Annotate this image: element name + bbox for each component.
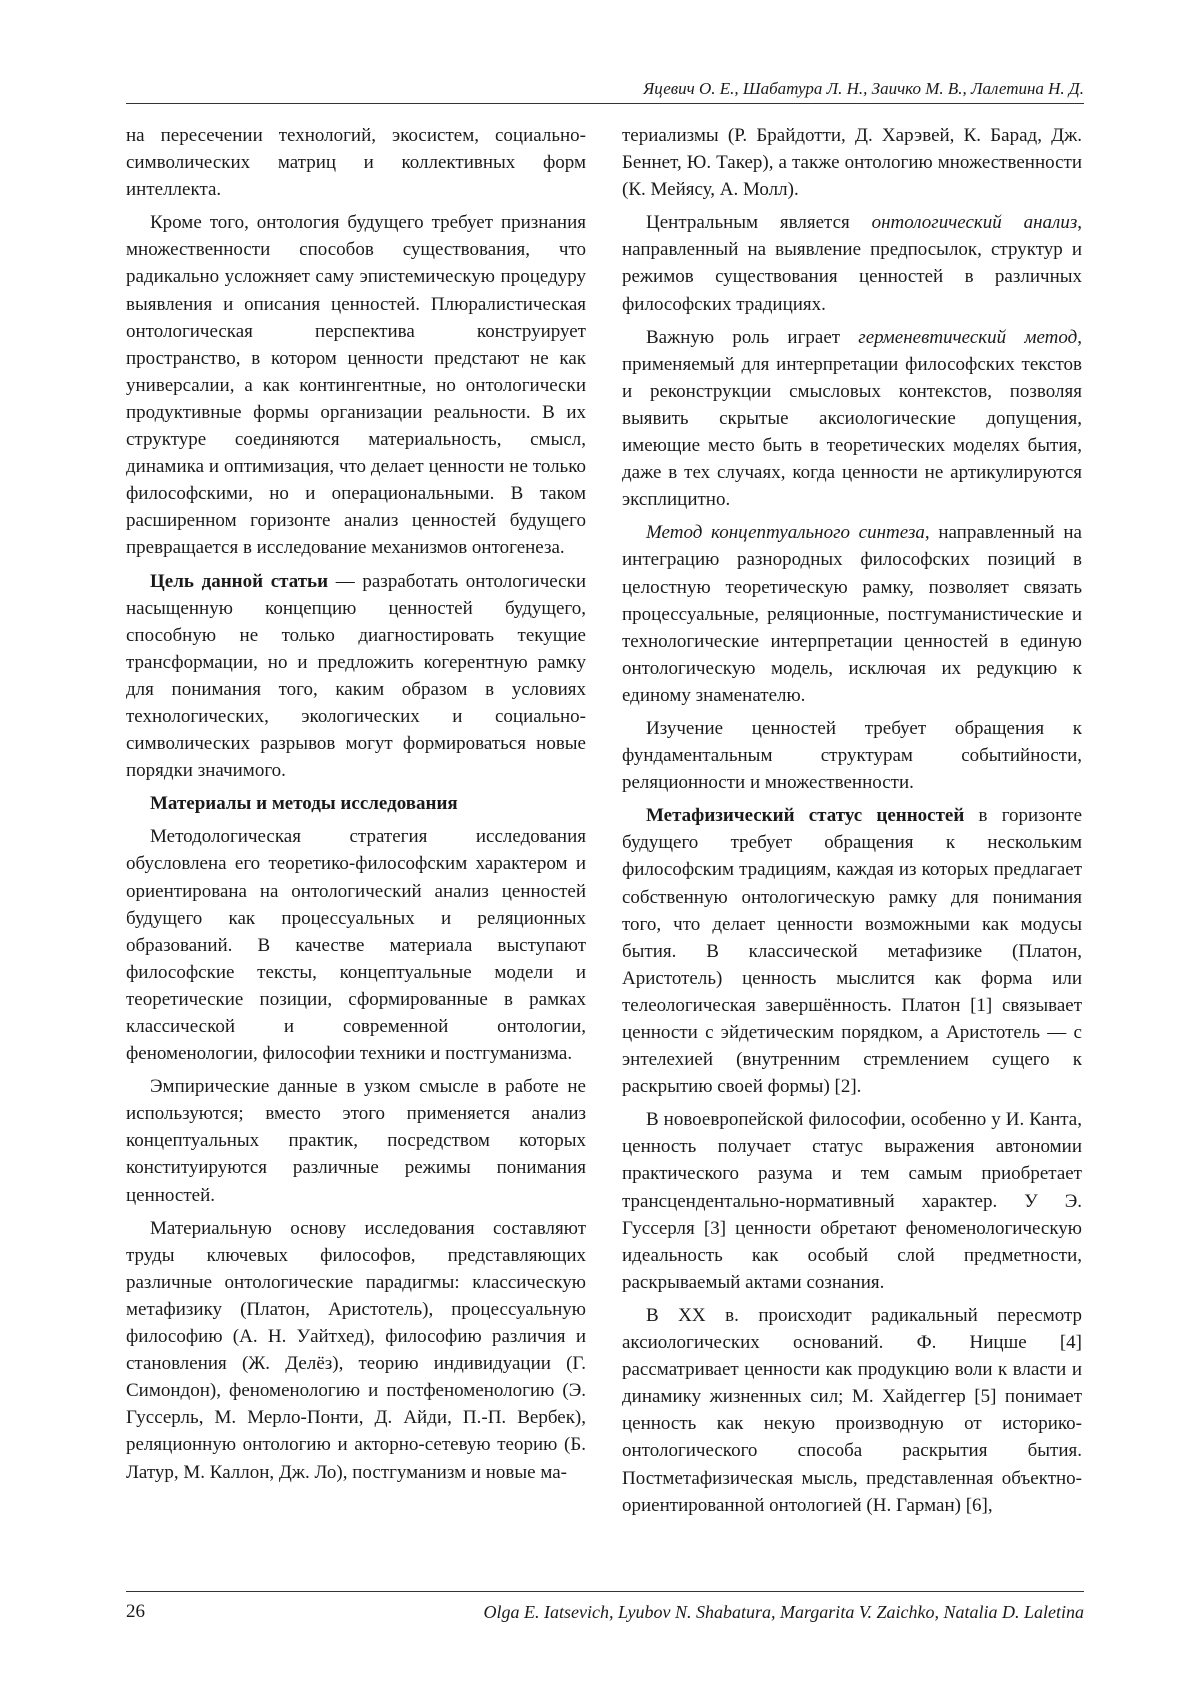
right-paragraph-1: териализмы (Р. Брайдотти, Д. Харэвей, К. Барад, Дж. Беннет, Ю. Такер), а также онтологию множественности (К. Мейясу, А. Молл). (622, 125, 1082, 201)
metaphysical-text: в горизонте будущего требует обращения к нескольким философским традициям, каждая из которых предлагает собственную онтологическую рамку для понимания того, что делает ценности возможными как модусы бытия. В классической метафизике (Платон, Аристотель) ценность мыслится как форма или телеологическая завершённость. Платон [1] связывает ценности с эйдетическим порядком, а Аристотель — с энтелехией (внутренним стремлением сущего к раскрытию своей формы) [2]. (622, 805, 1082, 1098)
right-paragraph-metaphysical (622, 802, 1082, 1100)
footer-rule (126, 1591, 1084, 1592)
right-paragraph-study: Изучение ценностей требует обращения к фундаментальным структурам событийности, реляционности и множественности. (622, 717, 1082, 794)
left-paragraph-methodology: Методологическая стратегия исследования обусловлена его теоретико-философским характером и ориентирована на онтологический анализ ценностей будущего как процессуальных и реляционных образований. В качестве материала выступают философские тексты, концептуальные модели и теоретические позиции, сформированные в рамках классической и современной онтологии, феноменологии, философии техники и постгуманизма. (126, 826, 586, 1065)
ontological-post: , направленный на выявление предпосылок, структур и режимов существования ценностей в различных философских традициях. (622, 212, 1082, 315)
right-paragraph-hermeneutic (622, 324, 1082, 514)
goal-text: — разработать онтологически насыщенную концепцию ценностей будущего, способную не только диагностировать текущие трансформации, но и предложить когерентную рамку для понимания того, каким образом в условиях технологических, экологических и социально-символических разрывов могут формироваться новые порядки значимого. (126, 570, 586, 782)
right-paragraph-synthesis (622, 519, 1082, 709)
left-paragraph-goal (126, 568, 586, 785)
left-paragraph-material-basis: Материальную основу исследования составляют труды ключевых философов, представляющих различные онтологические парадигмы: классическую метафизику (Платон, Аристотель), процессуальную философию (А. Н. Уайтхед), философию различия и становления (Ж. Делёз), теорию индивидуации (Г. Симондон), феноменологию и постфеноменологию (Э. Гуссерль, М. Мерло-Понти, Д. Айди, П.-П. Вербек), реляционную онтологию и акторно-сетевую теорию (Б. Латур, М. Каллон, Дж. Ло), постгуманизм и новые ма- (126, 1217, 586, 1483)
synthesis-term: Метод концептуального синтеза (646, 522, 925, 544)
left-paragraph-empirical: Эмпирические данные в узком смысле в работе не используются; вместо этого применяется анализ концептуальных практик, посредством которых конституируются различные режимы понимания ценностей. (126, 1076, 586, 1206)
left-column (126, 122, 586, 1492)
right-paragraph-ontological (622, 209, 1082, 317)
metaphysical-label: Метафизический статус ценностей (646, 805, 965, 827)
hermeneutic-pre: Важную роль играет (646, 326, 859, 348)
section-heading-materials: Материалы и методы исследования (150, 793, 458, 815)
left-paragraph-1: на пересечении технологий, экосистем, социально-символических матриц и коллективных форм интеллекта. (126, 125, 586, 201)
right-paragraph-kant: В новоевропейской философии, особенно у И. Канта, ценность получает статус выражения автономии практического разума и тем самым приобретает трансцендентально-нормативный характер. У Э. Гуссерля [3] ценности обретают феноменологическую идеальность как особый слой предметности, раскрываемый актами сознания. (622, 1109, 1082, 1293)
left-paragraph-2: Кроме того, онтология будущего требует признания множественности способов существования, что радикально усложняет саму эпистемическую процедуру выявления и описания ценностей. Плюралистическая онтологическая перспектива конструирует пространство, в котором ценности предстают не как универсалии, а как контингентные, но онтологически продуктивные формы организации реальности. В их структуре соединяются материальность, смысл, динамика и оптимизация, что делает ценности не только философскими, но и операциональными. В таком расширенном горизонте анализ ценностей будущего превращается в исследование механизмов онтогенеза. (126, 212, 586, 559)
page-number: 26 (126, 1601, 145, 1622)
ontological-term: онтологический анализ (871, 212, 1078, 234)
footer-authors: Olga E. Iatsevich, Lyubov N. Shabatura, Margarita V. Zaichko, Natalia D. Laletina (483, 1602, 1084, 1622)
right-column (622, 122, 1082, 1525)
hermeneutic-term: герменевтический метод (858, 326, 1078, 348)
running-head: Яцевич О. Е., Шабатура Л. Н., Заичко М. В., Лалетина Н. Д. (643, 79, 1084, 98)
header-rule (126, 103, 1084, 104)
hermeneutic-post: , применяемый для интерпретации философских текстов и реконструкции смысловых контекстов, позволяя выявить скрытые аксиологические допущения, имеющие место быть в теоретических моделях бытия, даже в тех случаях, когда ценности не артикулируются эксплицитно. (622, 326, 1082, 511)
ontological-pre: Центральным является (646, 212, 872, 234)
right-paragraph-twentieth-century: В XX в. происходит радикальный пересмотр аксиологических оснований. Ф. Ницше [4] рассматривает ценности как продукцию воли к власти и динамику жизненных сил; М. Хайдеггер [5] понимает ценность как некую производную от историко-онтологического способа раскрытия бытия. Постметафизическая мысль, представленная объектно-ориентированной онтологией (Н. Гарман) [6], (622, 1304, 1082, 1516)
goal-label: Цель данной статьи (150, 570, 329, 592)
synthesis-post: , направленный на интеграцию разнородных философских позиций в целостную теоретическую рамку, позволяет связать процессуальные, реляционные, постгуманистические и технологические интерпретации ценностей в единую онтологическую модель, исключая их редукцию к единому знаменателю. (622, 522, 1082, 706)
